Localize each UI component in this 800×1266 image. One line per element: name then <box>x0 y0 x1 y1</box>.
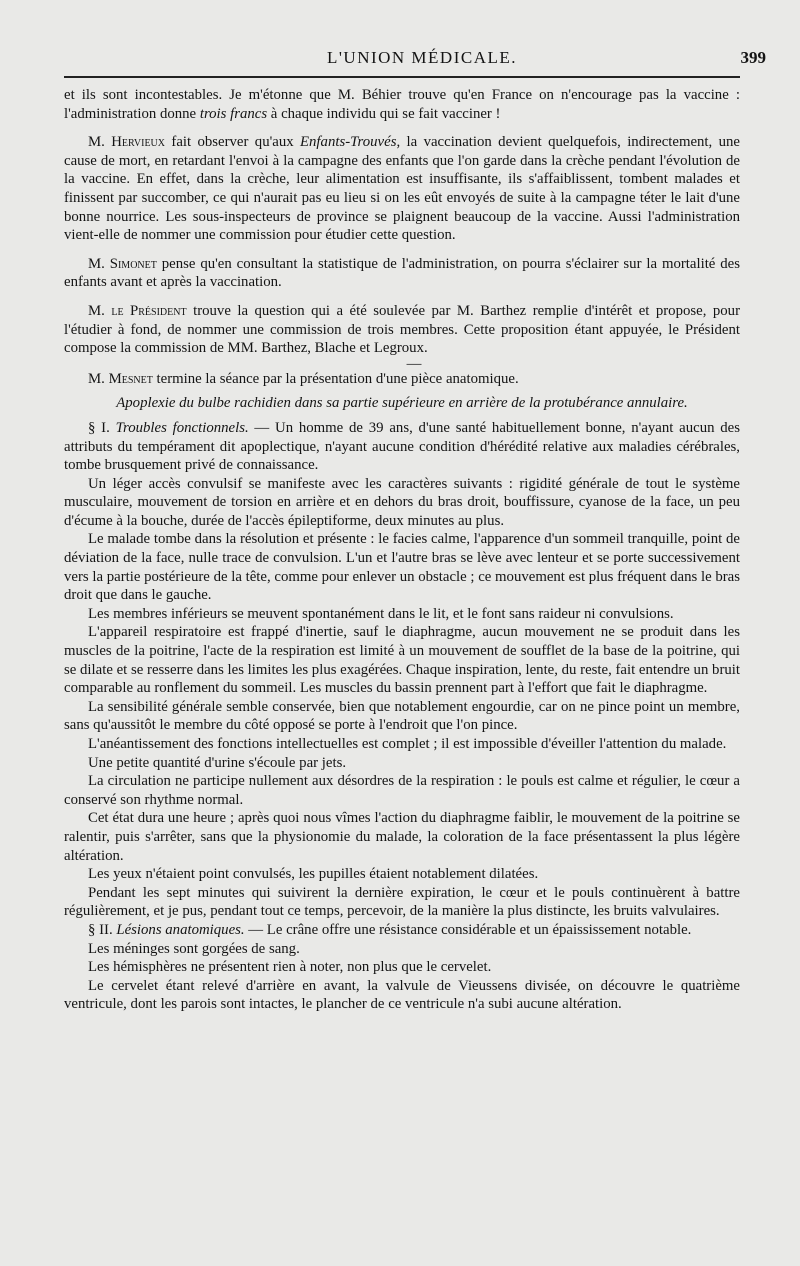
section-lesions-anatomiques: § II. Lésions anatomiques. — Le crâne offre une résistance considérable et un épaississement notable. <box>88 921 692 938</box>
paragraph-vaccine-francs: et ils sont incontestables. Je m'étonne que M. Béhier trouve qu'en France on n'encourage pas la vaccine : l'administration donne trois francs à chaque individu qui se fait vacciner ! <box>64 87 740 122</box>
body-paragraph: La sensibilité générale semble conservée, bien que notablement engourdie, car on ne pince point un membre, sans qu'aussitôt le membre du côté opposé se porte à l'endroit que l'on pince. <box>64 698 740 734</box>
body-paragraph: L'anéantissement des fonctions intellectuelles est complet ; il est impossible d'éveiller l'attention du malade. <box>88 736 727 752</box>
page-number: 399 <box>740 48 766 67</box>
body-paragraph: Les méninges sont gorgées de sang. <box>88 940 300 957</box>
body-paragraph: Les membres inférieurs se meuvent spontanément dans le lit, et le font sans raideur ni convulsions. <box>88 605 674 622</box>
paragraph-hervieux: M. Hervieux fait observer qu'aux Enfants-Trouvés, la vaccination devient quelquefois, indirectement, une cause de mort, en retardant l'envoi à la campagne des enfants que l'on garde dans la crèche pendant l'évolution de la vaccine. En effet, dans la crèche, leur alimentation est insuffisante, ils s'affaiblissent, tombent malades et finissent par succomber, ce qui n'aurait pas eu lieu si on les eût envoyés de suite à la campagne téter le lait d'une bonne nourrice. Les sous-inspecteurs de province se plaignent beaucoup de la vaccine. Aussi l'administration vient-elle de nommer une commission pour étudier cette question. <box>64 134 740 244</box>
section-troubles-fonctionnels: § I. Troubles fonctionnels. — Un homme de 39 ans, d'une santé habituellement bonne, n'ayant aucun des attributs du tempérament dit apoplectique, n'ayant aucune condition d'hérédité relative aux maladies cérébrales, tombe brusquement privé de connaissance. <box>64 419 740 474</box>
paragraph-simonet: M. Simonet pense qu'en consultant la statistique de l'administration, on pourra s'éclairer sur la mortalité des enfants avant et après la vaccination. <box>64 255 740 291</box>
body-paragraph: Le malade tombe dans la résolution et présente : le facies calme, l'apparence d'un sommeil tranquille, point de déviation de la face, nulle trace de convulsion. L'un et l'autre bras se lève avec lenteur et se porte successivement vers la partie postérieure de la tête, comme pour enlever un obstacle ; ce mouvement est plus fréquent dans le bras droit que dans le gauche. <box>64 531 740 604</box>
body-paragraph: Un léger accès convulsif se manifeste avec les caractères suivants : rigidité générale de tout le système musculaire, mouvement de torsion en arrière et en dehors du bras droit, bouffissure, cyanose de la face, un peu d'écume à la bouche, durée de l'accès épileptiforme, deux minutes au plus. <box>64 475 740 529</box>
article-body <box>64 86 740 1014</box>
header-rule <box>64 76 740 78</box>
body-paragraph: Les yeux n'étaient point convulsés, les pupilles étaient notablement dilatées. <box>88 866 539 883</box>
speaker-name: Hervieux <box>111 134 166 151</box>
case-subtitle: Apoplexie du bulbe rachidien dans sa partie supérieure en arrière de la protubérance annulaire. <box>116 395 688 412</box>
running-header <box>64 44 780 74</box>
paragraph-mesnet: M. Mesnet termine la séance par la présentation d'une pièce anatomique. <box>88 370 519 387</box>
speaker-name: Mesnet <box>108 370 153 387</box>
body-paragraph: Une petite quantité d'urine s'écoule par jets. <box>88 754 347 771</box>
body-paragraph: L'appareil respiratoire est frappé d'inertie, sauf le diaphragme, aucun mouvement ne se produit dans les muscles de la poitrine, l'acte de la respiration est limité à un mouvement de soufflet de la base de la poitrine, qui se dilate et se resserre dans les limites les plus exagérées. Chaque inspiration, lente, du reste, fait entendre un bruit comparable au ronflement du sommeil. Les muscles du bassin prennent part à l'effort que fait le diaphragme. <box>64 624 740 697</box>
body-paragraph: Pendant les sept minutes qui suivirent la dernière expiration, le cœur et le pouls continuèrent à battre régulièrement, et je pus, pendant tout ce temps, percevoir, de la manière la plus distincte, les bruits valvulaires. <box>64 884 740 920</box>
body-paragraph: La circulation ne participe nullement aux désordres de la respiration : le pouls est calme et régulier, le cœur a conservé son rhythme normal. <box>64 773 740 808</box>
paragraph-president: M. le Président trouve la question qui a été soulevée par M. Barthez remplie d'intérêt et propose, pour l'étudier à fond, de nommer une commission de trois membres. Cette proposition étant appuyée, le Président compose la commission de MM. Barthez, Blache et Legroux. <box>64 302 741 357</box>
speaker-name: le Président <box>111 302 187 319</box>
speaker-name: Simonet <box>109 255 157 272</box>
body-paragraph: Les hémisphères ne présentent rien à noter, non plus que le cervelet. <box>88 959 492 976</box>
journal-title: L'UNION MÉDICALE. <box>326 48 518 67</box>
body-paragraph: Cet état dura une heure ; après quoi nous vîmes l'action du diaphragme faiblir, le mouvement de la poitrine se ralentir, puis s'arrêter, sans que la physionomie du malade, la coloration de la face présentassent la plus légère altération. <box>64 810 740 864</box>
section-separator: — <box>406 355 422 372</box>
body-paragraph: Le cervelet étant relevé d'arrière en avant, la valvule de Vieussens divisée, on découvre le quatrième ventricule, dont les parois sont intactes, le plancher de ce ventricule n'a subi aucune altération. <box>64 977 740 1013</box>
